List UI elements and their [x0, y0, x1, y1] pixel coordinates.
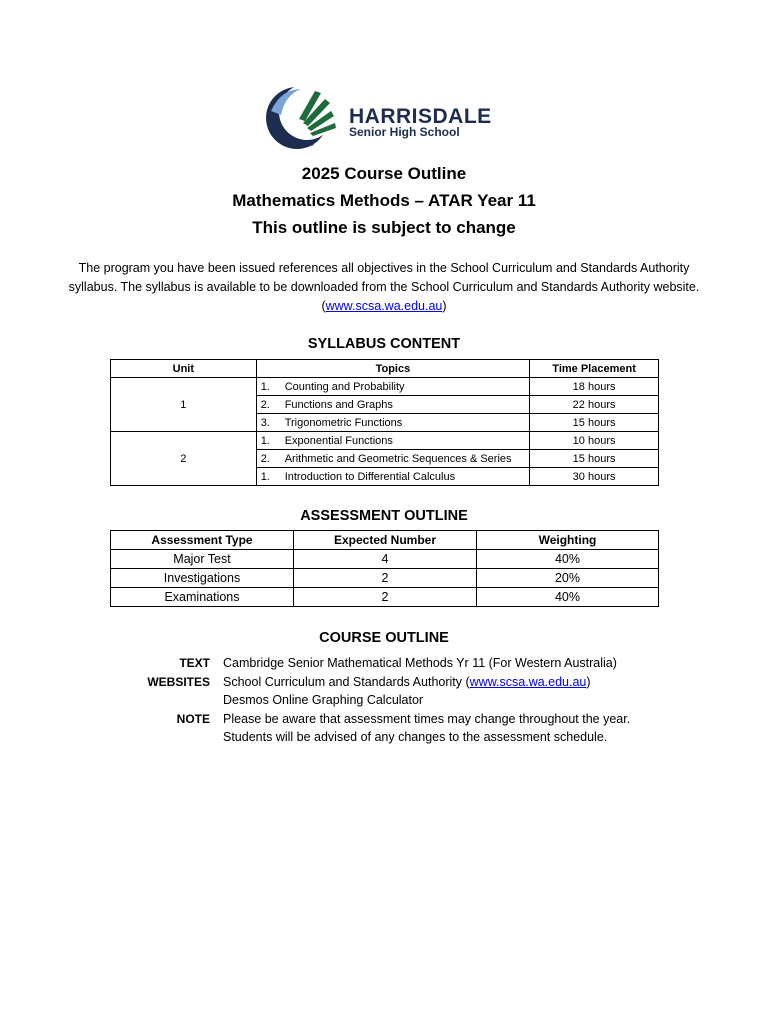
column-header: Weighting — [477, 531, 659, 550]
table-row — [111, 550, 659, 569]
website1-after: ) — [586, 674, 591, 689]
time-cell: 15 hours — [530, 450, 659, 468]
intro-after: ) — [442, 299, 447, 313]
topic-name: Introduction to Differential Calculus — [284, 470, 456, 483]
topic-number: 2. — [260, 452, 270, 465]
unit-cell: 1 — [111, 378, 257, 432]
topic-name: Trigonometric Functions — [284, 416, 403, 429]
time-cell: 30 hours — [530, 468, 659, 486]
topic-cell — [256, 414, 529, 432]
text-label: TEXT — [179, 656, 210, 670]
document-title — [0, 160, 768, 241]
assessment-heading: ASSESSMENT OUTLINE — [300, 508, 468, 524]
time-cell: 15 hours — [530, 414, 659, 432]
logo-school-subtitle: Senior High School — [349, 125, 460, 139]
course-note-row-2 — [110, 728, 670, 747]
school-logo — [263, 85, 503, 151]
intro-text: The program you have been issued references all objectives in the School Curriculum and Standards Authority syllabus. The syllabus is available to be downloaded from the School Curriculum and Standards Authority website. ( — [68, 261, 700, 313]
scsa-link[interactable]: www.scsa.wa.edu.au — [325, 299, 443, 313]
course-website2-row — [110, 691, 670, 710]
column-header: Topics — [256, 360, 529, 378]
table-row — [111, 569, 659, 588]
column-header: Expected Number — [294, 531, 477, 550]
course-outline-heading: COURSE OUTLINE — [319, 630, 449, 646]
note-label: NOTE — [176, 711, 210, 726]
school-crest-icon — [263, 85, 343, 151]
table-row — [111, 378, 659, 396]
topic-name: Exponential Functions — [284, 434, 393, 447]
topic-number: 1. — [260, 434, 270, 447]
intro-paragraph — [64, 259, 704, 316]
assessment-type-cell: Major Test — [111, 550, 294, 569]
table-header-row — [111, 531, 659, 550]
websites-value — [223, 673, 670, 692]
assessment-table — [110, 530, 659, 607]
expected-number-cell: 4 — [294, 550, 477, 569]
topic-cell — [256, 396, 529, 414]
course-text-row — [110, 654, 670, 673]
course-note-row — [110, 710, 670, 729]
course-outline — [110, 654, 670, 747]
topic-name: Functions and Graphs — [284, 398, 393, 411]
course-websites-row — [110, 673, 670, 692]
title-line-3: This outline is subject to change — [252, 218, 516, 237]
column-header: Assessment Type — [111, 531, 294, 550]
syllabus-table — [110, 359, 659, 486]
weighting-cell: 20% — [477, 569, 659, 588]
weighting-cell: 40% — [477, 588, 659, 607]
time-cell: 10 hours — [530, 432, 659, 450]
time-cell: 18 hours — [530, 378, 659, 396]
syllabus-heading: SYLLABUS CONTENT — [307, 336, 461, 352]
expected-number-cell: 2 — [294, 588, 477, 607]
topic-number: 1. — [260, 470, 270, 483]
topic-cell — [256, 378, 529, 396]
scsa-website-link[interactable]: www.scsa.wa.edu.au — [469, 674, 587, 689]
note-line-1: Please be aware that assessment times may change throughout the year. — [223, 711, 631, 726]
assessment-type-cell: Examinations — [111, 588, 294, 607]
website1-text: School Curriculum and Standards Authority ( — [223, 674, 470, 689]
text-value: Cambridge Senior Mathematical Methods Yr 11 (For Western Australia) — [223, 656, 617, 670]
table-row — [111, 432, 659, 450]
expected-number-cell: 2 — [294, 569, 477, 588]
column-header: Time Placement — [530, 360, 659, 378]
topic-cell — [256, 468, 529, 486]
topic-cell — [256, 432, 529, 450]
unit-cell: 2 — [111, 432, 257, 486]
note-line-2: Students will be advised of any changes to the assessment schedule. — [223, 730, 608, 744]
logo-school-name: HARRISDALE — [349, 105, 492, 128]
topic-number: 2. — [260, 398, 270, 411]
topic-number: 1. — [260, 380, 270, 393]
time-cell: 22 hours — [530, 396, 659, 414]
title-line-2: Mathematics Methods – ATAR Year 11 — [232, 191, 536, 210]
table-header-row — [111, 360, 659, 378]
assessment-type-cell: Investigations — [111, 569, 294, 588]
website2-value: Desmos Online Graphing Calculator — [223, 693, 424, 707]
table-row — [111, 588, 659, 607]
column-header: Unit — [111, 360, 257, 378]
weighting-cell: 40% — [477, 550, 659, 569]
topic-name: Arithmetic and Geometric Sequences & Series — [284, 452, 512, 465]
topic-cell — [256, 450, 529, 468]
title-line-1: 2025 Course Outline — [301, 164, 467, 183]
websites-label: WEBSITES — [147, 674, 210, 689]
topic-name: Counting and Probability — [284, 380, 405, 393]
topic-number: 3. — [260, 416, 270, 429]
